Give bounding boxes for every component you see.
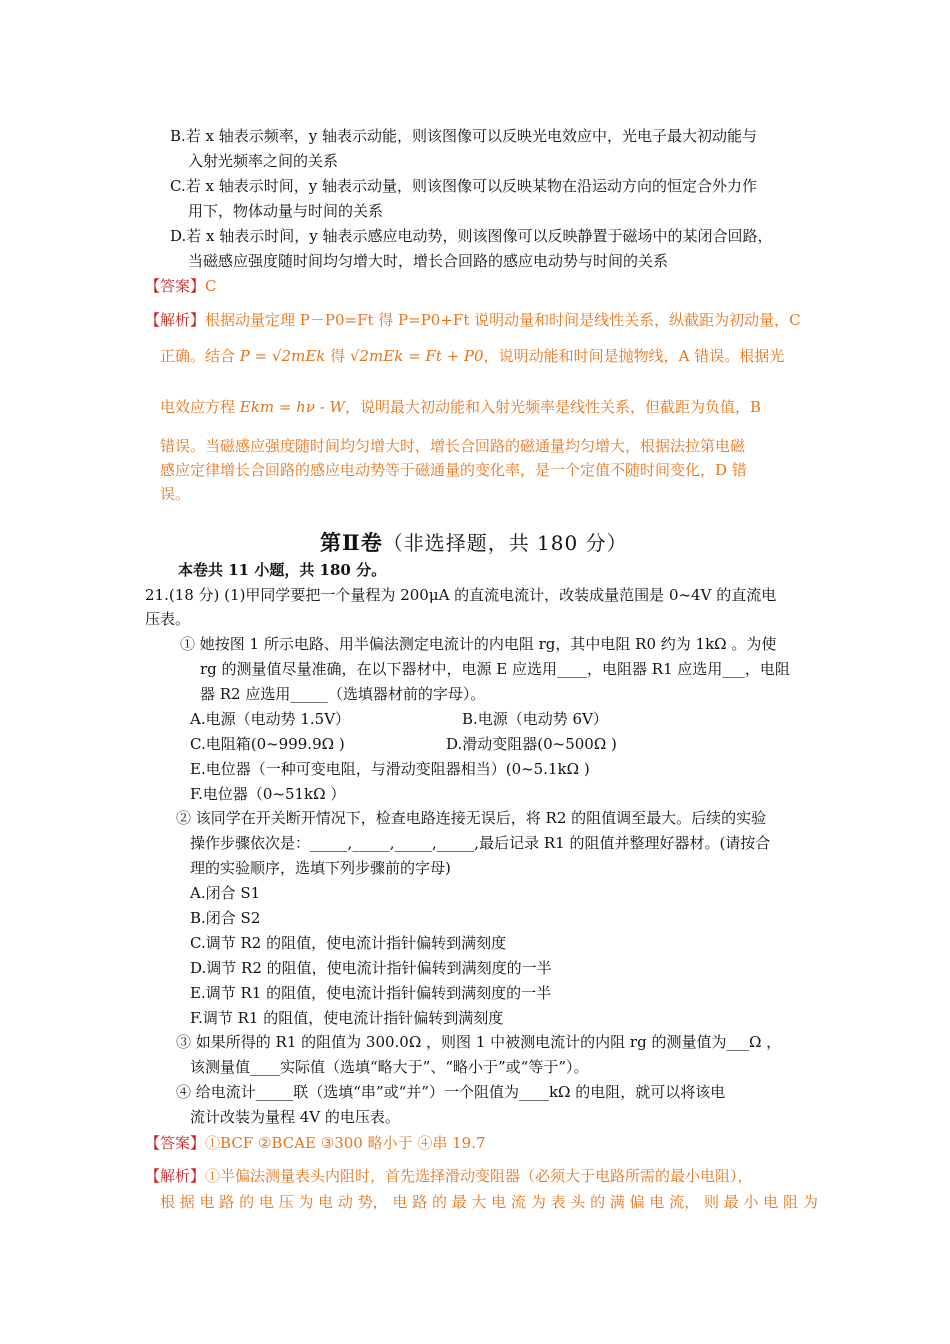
analysis-line-6: 误。	[160, 485, 191, 503]
formula-ft: √2mEk = Ft + P0	[349, 347, 484, 365]
q21-line3: ① 她按图 1 所示电路、用半偏法测定电流计的内电阻 rg，其中电阻 R0 约为 1kΩ 。为使	[180, 635, 777, 653]
section-title-sub: （非选择题，共 180 分）	[382, 531, 628, 555]
equip-c: C.电阻箱(0~999.9Ω )	[190, 735, 345, 753]
option-b-line1: B.若 x 轴表示频率，y 轴表示动能，则该图像可以反映光电效应中，光电子最大初动能与	[170, 127, 758, 145]
answer-tag: 【答案】	[145, 277, 206, 295]
step-f: F.调节 R1 的阻值，使电流计指针偏转到满刻度	[190, 1009, 504, 1027]
option-b-line2: 入射光频率之间的关系	[188, 152, 339, 170]
section-title-main: 第Ⅱ卷	[320, 530, 383, 555]
answer-line-2	[145, 1133, 486, 1153]
step3-line1: ③ 如果所得的 R1 的阻值为 300.0Ω ，则图 1 中被测电流计的内阻 rg 的测量值为___Ω ，	[176, 1033, 782, 1051]
step2-line3: 理的实验顺序，选填下列步骤前的字母)	[190, 859, 451, 877]
step-b: B.闭合 S2	[190, 909, 261, 927]
step2-line1: ② 该同学在开关断开情况下，检查电路连接无误后，将 R2 的阻值调至最大。后续的实验	[176, 809, 767, 827]
analysis-text: ，说明最大初动能和入射光频率是线性关系，但截距为负值，B	[344, 398, 761, 416]
step3-line2: 该测量值____实际值（选填“略大于”、“略小于”或“等于”）。	[190, 1058, 589, 1076]
q21-line5: 器 R2 应选用_____（选填器材前的字母）。	[200, 685, 486, 703]
step4-line2: 流计改装为量程 4V 的电压表。	[190, 1108, 400, 1126]
q21-line4: rg 的测量值尽量准确，在以下器材中，电源 E 应选用____，电阻器 R1 应选用___，电阻	[200, 660, 790, 678]
step2-line2: 操作步骤依次是：_____,_____,_____,_____,最后记录 R1 的阻值并整理好器材。(请按合	[190, 834, 771, 852]
answer-line-1	[145, 276, 217, 296]
equip-e: E.电位器（一种可变电阻，与滑动变阻器相当）(0~5.1kΩ )	[190, 760, 590, 778]
analysis-text: 根据动量定理 P－P0=Ft 得 P=P0+Ft 说明动量和时间是线性关系，纵截距为初动量，C	[205, 311, 801, 329]
analysis-line-5: 感应定律增长合回路的感应电动势等于磁通量的变化率，是一个定值不随时间变化，D 错	[160, 461, 747, 479]
formula-p: P = √2mEk	[239, 347, 326, 365]
section-title	[320, 530, 628, 556]
section-note: 本卷共 11 小题，共 180 分。	[178, 561, 387, 579]
step-a: A.闭合 S1	[190, 884, 261, 902]
option-d-line2: 当磁感应强度随时间均匀增大时，增长合回路的感应电动势与时间的关系	[188, 252, 669, 270]
equip-d: D.滑动变阻器(0~500Ω )	[446, 735, 617, 753]
analysis2-line-1	[145, 1166, 753, 1186]
analysis-text: 正确。结合	[160, 347, 236, 365]
formula-ekm: Ekm = hν - W	[239, 398, 345, 416]
step-e: E.调节 R1 的阻值，使电流计指针偏转到满刻度的一半	[190, 984, 552, 1002]
equip-f: F.电位器（0~51kΩ ）	[190, 785, 346, 803]
analysis-line-2	[160, 346, 784, 366]
step-c: C.调节 R2 的阻值，使电流计指针偏转到满刻度	[190, 934, 507, 952]
step4-line1: ④ 给电流计_____联（选填“串”或“并”）一个阻值为____kΩ 的电阻，就可以将该电	[176, 1083, 726, 1101]
analysis-text: ①半偏法测量表头内阻时，首先选择滑动变阻器（必须大于电路所需的最小电阻），	[205, 1167, 753, 1185]
q21-line2: 压表。	[145, 610, 191, 628]
analysis-text: 电效应方程	[160, 398, 236, 416]
analysis2-line-2: 根 据 电 路 的 电 压 为 电 动 势， 电 路 的 最 大 电 流 为 表 头 的 满 偏 电 流， 则 最 小 电 阻 为	[160, 1193, 818, 1211]
option-d-line1: D.若 x 轴表示时间，y 轴表示感应电动势，则该图像可以反映静置于磁场中的某闭合回路，	[170, 227, 773, 245]
answer-value: ①BCF ②BCAE ③300 略小于 ④串 19.7	[205, 1134, 486, 1152]
answer-tag: 【答案】	[145, 1134, 206, 1152]
analysis-line-4: 错误。当磁感应强度随时间均匀增大时，增长合回路的磁通量均匀增大，根据法拉第电磁	[160, 437, 746, 455]
analysis-tag: 【解析】	[145, 311, 206, 329]
option-c-line1: C.若 x 轴表示时间，y 轴表示动量，则该图像可以反映某物在沿运动方向的恒定合外力作	[170, 177, 757, 195]
analysis-tag: 【解析】	[145, 1167, 206, 1185]
analysis-line-3	[160, 397, 761, 417]
analysis-line-1	[145, 310, 801, 330]
analysis-text: 得	[330, 347, 346, 365]
answer-value: C	[205, 277, 217, 295]
step-d: D.调节 R2 的阻值，使电流计指针偏转到满刻度的一半	[190, 959, 552, 977]
q21-line1: 21.(18 分) (1)甲同学要把一个量程为 200μA 的直流电流计，改装成量范围是 0~4V 的直流电	[145, 586, 777, 604]
option-c-line2: 用下，物体动量与时间的关系	[188, 202, 384, 220]
analysis-text: ，说明动能和时间是抛物线，A 错误。根据光	[483, 347, 785, 365]
equip-a: A.电源（电动势 1.5V）	[190, 710, 351, 728]
equip-b: B.电源（电动势 6V）	[462, 710, 608, 728]
